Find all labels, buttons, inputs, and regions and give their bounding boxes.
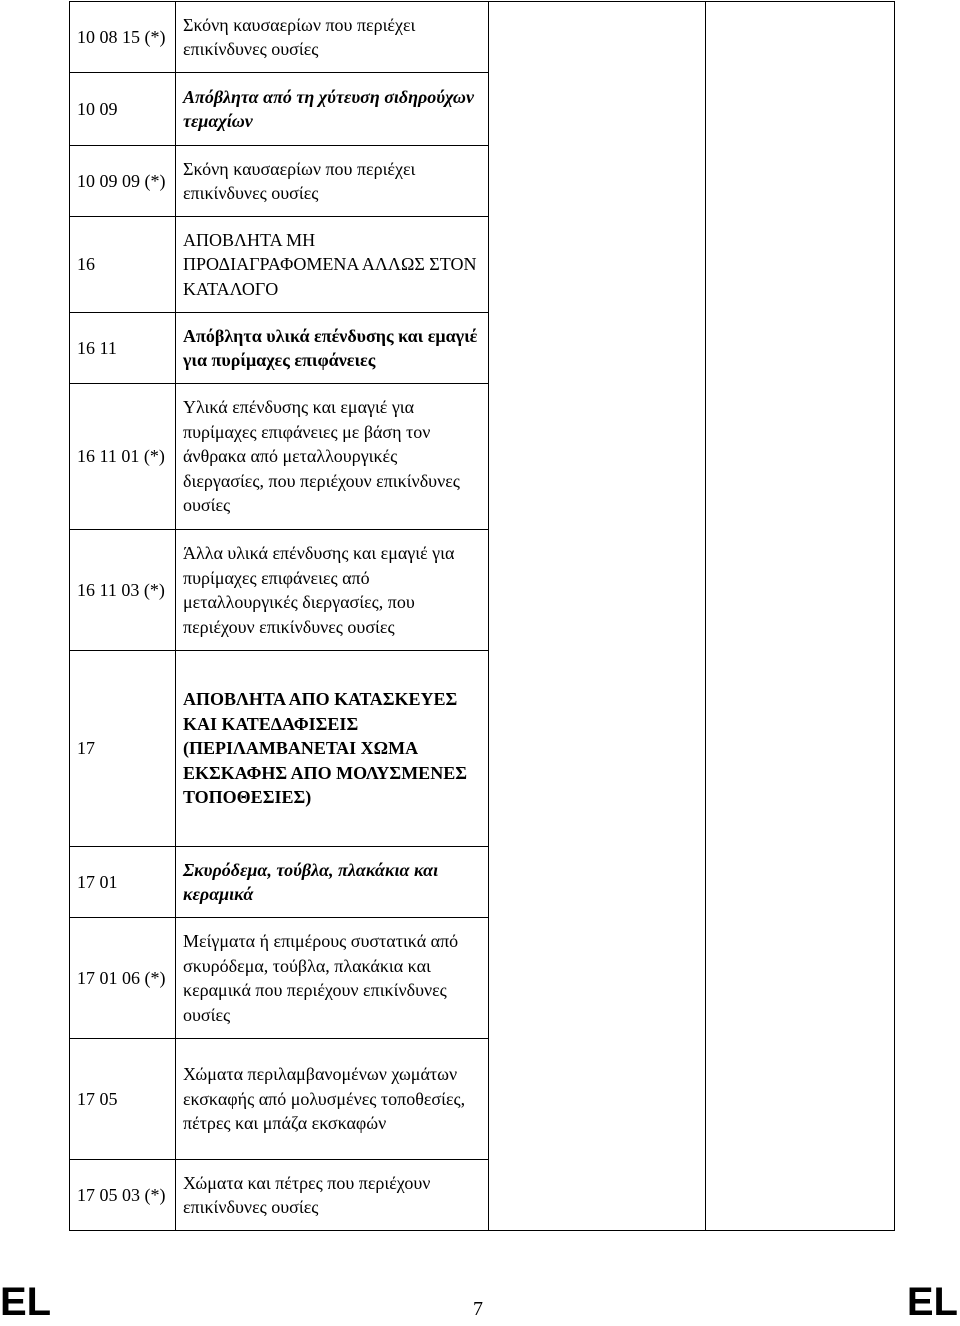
waste-description: Άλλα υλικά επένδυσης και εμαγιέ για πυρίμαχες επιφάνειες από μεταλλουργικές διεργασίες, που περιέχουν επικίνδυνες ουσίες: [176, 530, 489, 651]
waste-code: 17 05: [70, 1039, 176, 1160]
waste-description: Απόβλητα υλικά επένδυσης και εμαγιέ για πυρίμαχες επιφάνειες: [176, 313, 489, 384]
waste-code: 17 01: [70, 847, 176, 918]
waste-code: 10 09 09 (*): [70, 146, 176, 217]
waste-code: 17 01 06 (*): [70, 918, 176, 1039]
waste-description: Σκόνη καυσαερίων που περιέχει επικίνδυνες ουσίες: [176, 146, 489, 217]
waste-description: ΑΠΟΒΛΗΤΑ ΜΗ ΠΡΟΔΙΑΓΡΑΦΟΜΕΝΑ ΑΛΛΩΣ ΣΤΟΝ ΚΑΤΑΛΟΓΟ: [176, 217, 489, 313]
waste-code: 10 08 15 (*): [70, 2, 176, 73]
waste-code: 16 11 03 (*): [70, 530, 176, 651]
waste-description: Σκυρόδεμα, τούβλα, πλακάκια και κεραμικά: [176, 847, 489, 918]
waste-code-table: [69, 1, 895, 1231]
waste-code: 16 11: [70, 313, 176, 384]
footer-language-label-right: EL: [906, 1280, 958, 1324]
waste-description: Μείγματα ή επιμέρους συστατικά από σκυρόδεμα, τούβλα, πλακάκια και κεραμικά που περιέχουν επικίνδυνες ουσίες: [176, 918, 489, 1039]
empty-cell: [706, 2, 895, 1231]
waste-description: Χώματα και πέτρες που περιέχουν επικίνδυνες ουσίες: [176, 1160, 489, 1231]
waste-description: Χώματα περιλαμβανομένων χωμάτων εκσκαφής από μολυσμένες τοποθεσίες, πέτρες και μπάζα εκσκαφών: [176, 1039, 489, 1160]
waste-code: 16 11 01 (*): [70, 384, 176, 530]
waste-code: 17: [70, 651, 176, 847]
waste-description: ΑΠΟΒΛΗΤΑ ΑΠΟ ΚΑΤΑΣΚΕΥΕΣ ΚΑΙ ΚΑΤΕΔΑΦΙΣΕΙΣ (ΠΕΡΙΛΑΜΒΑΝΕΤΑΙ ΧΩΜΑ ΕΚΣΚΑΦΗΣ ΑΠΟ ΜΟΛΥΣΜΕΝΕΣ ΤΟΠΟΘΕΣΙΕΣ): [176, 651, 489, 847]
page-number: 7: [473, 1298, 483, 1320]
waste-code: 16: [70, 217, 176, 313]
waste-description: Υλικά επένδυσης και εμαγιέ για πυρίμαχες επιφάνειες με βάση τον άνθρακα από μεταλλουργικές διεργασίες, που περιέχουν επικίνδυνες ουσίες: [176, 384, 489, 530]
empty-cell: [489, 2, 706, 1231]
footer-language-label-left: EL: [0, 1280, 52, 1324]
waste-code: 10 09: [70, 73, 176, 146]
waste-description: Απόβλητα από τη χύτευση σιδηρούχων τεμαχίων: [176, 73, 489, 146]
waste-code: 17 05 03 (*): [70, 1160, 176, 1231]
waste-description: Σκόνη καυσαερίων που περιέχει επικίνδυνες ουσίες: [176, 2, 489, 73]
table-row: [70, 2, 895, 73]
